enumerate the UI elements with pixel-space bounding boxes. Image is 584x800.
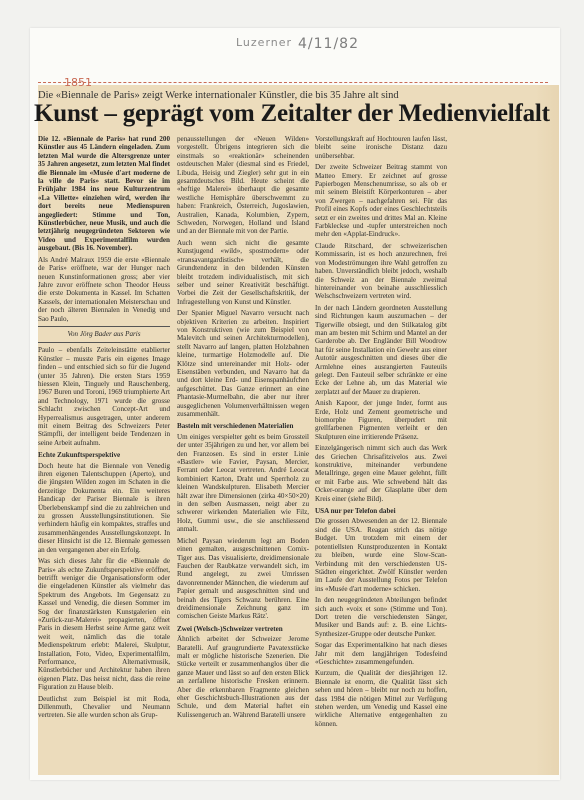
article-column-3 — [315, 135, 447, 731]
paragraph: Der zweite Schweizer Beitrag stammt von Matteo Emery. Er zeichnet auf grosse Papierbogen Menschenumrisse, so als ob er mit seinem Bleistift Körperkonturen – aber von Zwergen – nachgefahren sei. Für das Profil eines Kopfs oder eines Geschlechtsteils setzt er ein zweites und drittes Mal an. Kleine Farbkleckse und -tupfer unterstreichen noch mehr den «Applat-Eindruck». — [315, 163, 447, 239]
handwritten-source-note: Luzerner — [236, 36, 293, 49]
article-lead: Die 12. «Biennale de Paris» hat rund 200 Künstler aus 45 Ländern eingeladen. Zum letzten Mal wurde die Altersgrenze unter 35 Jahren angesetzt, zum letzten Mal findet die Biennale im «Musée d'art moderne de la ville de Paris» statt. Bevor sie im Frühjahr 1984 ins neue Kulturzentrum «La Villette» einziehen wird, werden ihr dort bereits neue Medienspuren angegliedert: Stimme und Ton, Künstlerbücher, neue Musik, und auch die letztjährig neugegründeten Sektoren wie Video und Experimentalfilm wurden ausgebaut. (Bis 16. November). — [38, 135, 170, 253]
paragraph: Als André Malraux 1959 die erste «Biennale de Paris» eröffnete, war der Hunger nach neuen Kunstinformationen gross; aber vier Jahre zuvor eröffnete schon Theodor Heuss die erste Dokumenta in Kassel. Im Schatten Kassels, der internationalen Meisterschau und der noch älteren Biennalen in Venedig und Sao Paulo, — [38, 255, 170, 323]
paragraph: Doch heute hat die Biennale von Venedig ihren eigenen Talentschuppen (Aperto), und die jüngsten Wilden zogen im Schaten in die derzeitige Dokumenta ein. Ein weiteres Handicap der Pariser Biennale is ihren Überlebenskampf sind die zu zahlreichen und zu grossen Ausstellungsinstitutionen. Sie verhindern häufig ein kompaktes, straffes und zusammenhängendes Ausstellungskonzept. In dieser Hinsicht ist die 12. Biennale gemessen an den vergangenen aber ein Erfolg. — [38, 461, 170, 554]
byline: Von Jörg Bader aus Paris — [67, 329, 141, 338]
subheading: Basteln mit verschiedenen Materialien — [177, 422, 294, 431]
paragraph: Deutlichst zum Beispiel ist mit Roda, Dillenmuth, Chevalier und Neumann vertreten. Sie alle wurden schon als Grup- — [38, 694, 170, 720]
subheading: Zwei (Welsch-)Schweizer vertreten — [177, 624, 283, 633]
article-kicker: Die «Biennale de Paris» zeigt Werke internationaler Künstler, die bis 35 Jahre alt sind — [38, 90, 399, 101]
red-archive-mark: 1851 — [64, 76, 92, 89]
paragraph: Paulo – ebenfalls Zeiteleinstätte etablierter Künstler – musste Paris ein eigenes Image finden – und entschied sich so für die Jugend (unter 35 Jahren). Die ersten Stars 1959 hiessen Klein, Tinguely und Rauschenberg, 1967 Buren und Toroni, 1969 triumphierte Art and Technology, 1971 wurde die grosse Schlacht zwischen Concept-Art und Hyperrealismus ausgetragen, unter anderem mit einem Beitrag des Schweizers Peter Stämpfli, der intelligent beide Tendenzen in seine Arbeit aufnahm. — [38, 346, 170, 447]
paragraph: Die grossen Abwesenden an der 12. Biennale sind die USA. Reagan strich das nötige Budget. Um trotzdem mit einem der potentiellsten Kunstproduzenten in Kontakt zu bleiben, wurde eine Slow-Scan-Verbindung mit den verschiedensten US-Städten eingerichtet. Zwölf Künstler werden im Laufe der Ausstellung Fotos per Telefon ins «Musée d'art moderne» schicken. — [315, 517, 447, 593]
divider — [38, 342, 170, 343]
paragraph: In der nach Ländern geordneten Ausstellung sind Richtungen kaum auszumachen – der Tigerwille obsiegt, und den Stilkatalog gibt man am besten mit Schirm und Mantel an der Garderobe ab. Der Engländer Bill Woodrow hat für seine Installation ein Gewehr aus einer Autotür ausgeschnitten und dieses über die Armlehne eines ausrangierten Fauteuils gelegt. Den Fauteuil selber schränkte er eine Ecke der Lehne ab, um das Material wie zerplatzt auf der Mauer zu drapieren. — [315, 303, 447, 396]
subheading: Echte Zukunftsperspektive — [38, 451, 121, 460]
paragraph: Der Spanier Miguel Navarro versucht nach objektiven Kriterien zu arbeiten. Inspiriert von Konstruktiven (wie zum Beispiel von Malevitch und seinen Architekturmodellen), stellt Navarro auf langen, platten Holzbahnen kleine, turmartige Holzmodelle auf. Die Klötze sind untereinander mit Holz- oder Eisenstäben verbunden, und Navarro hat da und dort kleine Erd- und Eisenspanhäufchen aufgeschüttet. Das Ganze erinnert an eine Phantasie-Murmelbahn, die aber nur ihrer ausgeglichenen Volumenverhältnissen wegen zusammenhält. — [177, 309, 309, 418]
article-column-2 — [177, 135, 309, 722]
paragraph: In den neugegründeten Abteilungen befindet sich auch «voix et son» (Stimme und Ton). Dort treten die verschiedensten Sänger, Musiker und Bands auf: z. B. eine Lichts-Synthesizer-Gruppe oder deutsche Punker. — [315, 596, 447, 638]
paragraph: Einzelgängerisch nimmt sich auch das Werk des Griechen Chrisafitzivelos aus. Zwei konstruktive, miteinander verbundene Metallringe, gegen eine Mauer gelehnt, füllt er mit Farbe aus. Wie schwebend hält das Ocker-orange auf der Glasplatte über dem Kreis einer (siehe Bild). — [315, 444, 447, 503]
paragraph: Auch wenn sich nicht die gesamte Kunstjugend «wild», spostmodern» oder «transavantgardistisch» verhält, die Grundtendenz in den bildenden Künsten bleibt trotzdem individualistisch, mit sich selber und seiner Kreativität beschäftigt. Vorbei die Zeit der Gesellschaftskritik, der Infragestellung von Kunst und Künstler. — [177, 238, 309, 306]
paragraph: Vorstellungskraft auf Hochtouren laufen lässt, bleibt seine ironische Distanz dazu unübersehbar. — [315, 135, 447, 160]
subheading: USA nur per Telefon dabei — [315, 507, 396, 516]
divider — [38, 326, 170, 327]
article-column-1 — [38, 135, 170, 723]
clipping-edge — [535, 85, 559, 775]
article-headline: Kunst – geprägt vom Zeitalter der Medienvielfalt — [34, 100, 550, 127]
paragraph: Um einiges verspielter geht es beim Grossteil der unter 35jährigen zu und her, vor allem bei den Franzosen. Es sind in erster Linie «Bastler» wie Favier, Paysan, Mercier, Ferrant oder Leocat vertreten. André Leocat kombiniert Karton, Draht und Sperrholz zu kleinen Wandskulpturen. Elisabeth Mercier hält zwar ihre Dimensionen (zirka 40×50×20) in den selben Ausmassen, neigt aber zu schwerer wirkenden Materialien wie Filz, Holz, Gummi usw., die sie anschliessend anmalt. — [177, 432, 309, 534]
paragraph: Anish Kapoor, der junge Inder, formt aus Erde, Holz und Zement geometrische und biomorphe Figuren, überpudert mit grellfarbenen Pigmenten verleiht er den Skulpturen eine irritierende Präsenz. — [315, 399, 447, 441]
paragraph: Kurzum, die Qualität der diesjährigen 12. Biennale ist enorm, die Qualität lässt sich sehen und hören – bleibt nur noch zu hoffen, dass 1984 die nötigen Mittel zur Verfügung stehen werden, um Venedig und Kassel eine wirkliche Alternative entgegenhalten zu können. — [315, 669, 447, 728]
handwritten-date-note: 4/11/82 — [298, 36, 359, 52]
paragraph: Claude Ritschard, der schweizerischen Kommissarin, ist es hoch anzurechnen, frei von Modeströmungen ihre Wahl getroffen zu haben. Unverständlich bleibt jedoch, weshalb die Schweiz an der Biennale zweimal hintereinander von beinahe ausschliesslich Welschschweizern vertreten wird. — [315, 241, 447, 301]
red-dashed-line — [38, 82, 548, 84]
paragraph: Sogar das Experimentalkino hat nach dieses Jahr mit dem langjährigen Todesfeind «Geschichte» zusammengefunden. — [315, 641, 447, 666]
paragraph: penausstellungen der «Neuen Wilden» vorgestellt. Übrigens integrieren sich die einstmals so «reaktionär» scheinenden ostdeutschen Maler (diesmal sind es Friedel, Libuda, Heisig und Ziegler) sehr gut in ein gesamtdeutsches Bild. Heute scheint die «heftige Malerei» überhaupt die gesamte westliche Hemisphäre überschwemmt zu haben: Frankreich, Österreich, Jugoslawien, Australien, Kanada, Kolumbien, Zypern, Schweden, Norwegen, Holland und Island und an der Biennale mit von der Partie. — [177, 135, 309, 236]
paragraph: Ähnlich arbeitet der Schweizer Jerome Baratelli. Auf graugrundierte Pavatexstücke malt er mögliche historische Szenerien. Die Stücke verteilt er zusammenhanglos über die ganze Mauer und lässt so auf den ersten Blick an zerfallene historische Fresken erinnern. Aber die erkennbaren Fragmente gleichen eher Geschichtsbuch-Illustrationen aus der Schule, und dem Material haftet ein Kulissengeruch an. Während Baratelli unsere — [177, 635, 309, 719]
paragraph: Was sich dieses Jahr für die «Biennale de Paris» als echte Zukunftsperspektive eröffnet, betrifft weniger die Organisationsform oder die eingeladenen Künstler als vielmehr das Spektrum des Angebots. Im Gegensatz zu Kassel und Venedig, die diesen Sommer im Sog der finanzstärksten Kunstgalerien ein «Zurück-zur-Malerei» propagierten, öffnet Paris in diesem Herbst seine Arme ganz weit weit weit, nämlich das die totale Medienspektrum erlebt: Malerei, Skulptur, Installation, Foto, Video, Experimentalfilm, Performance, Alternativmusik, Künstlerbücher und Architektur haben ihren eigenen Platz. Das heisst nicht, dass die reine Figuration zu Hause bleib. — [38, 557, 170, 692]
paragraph: Michel Paysan wiederum legt am Boden einen gemalten, ausgeschnittenen Comix-Tiger aus. Das visualisierte, dreidimensionale Fauchen der Raubkatze verwandelt sich, im Rund angelegt, zu zwei Umrissen davonrennender Männchen, die wiederum auf Papier gemalt und ausgeschnitten sind und beinah des Tigers Schwanz berühren. Eine dreidimensionale Zeichnung ganz im comischen Geiste Markus Rätz'. — [177, 536, 309, 621]
